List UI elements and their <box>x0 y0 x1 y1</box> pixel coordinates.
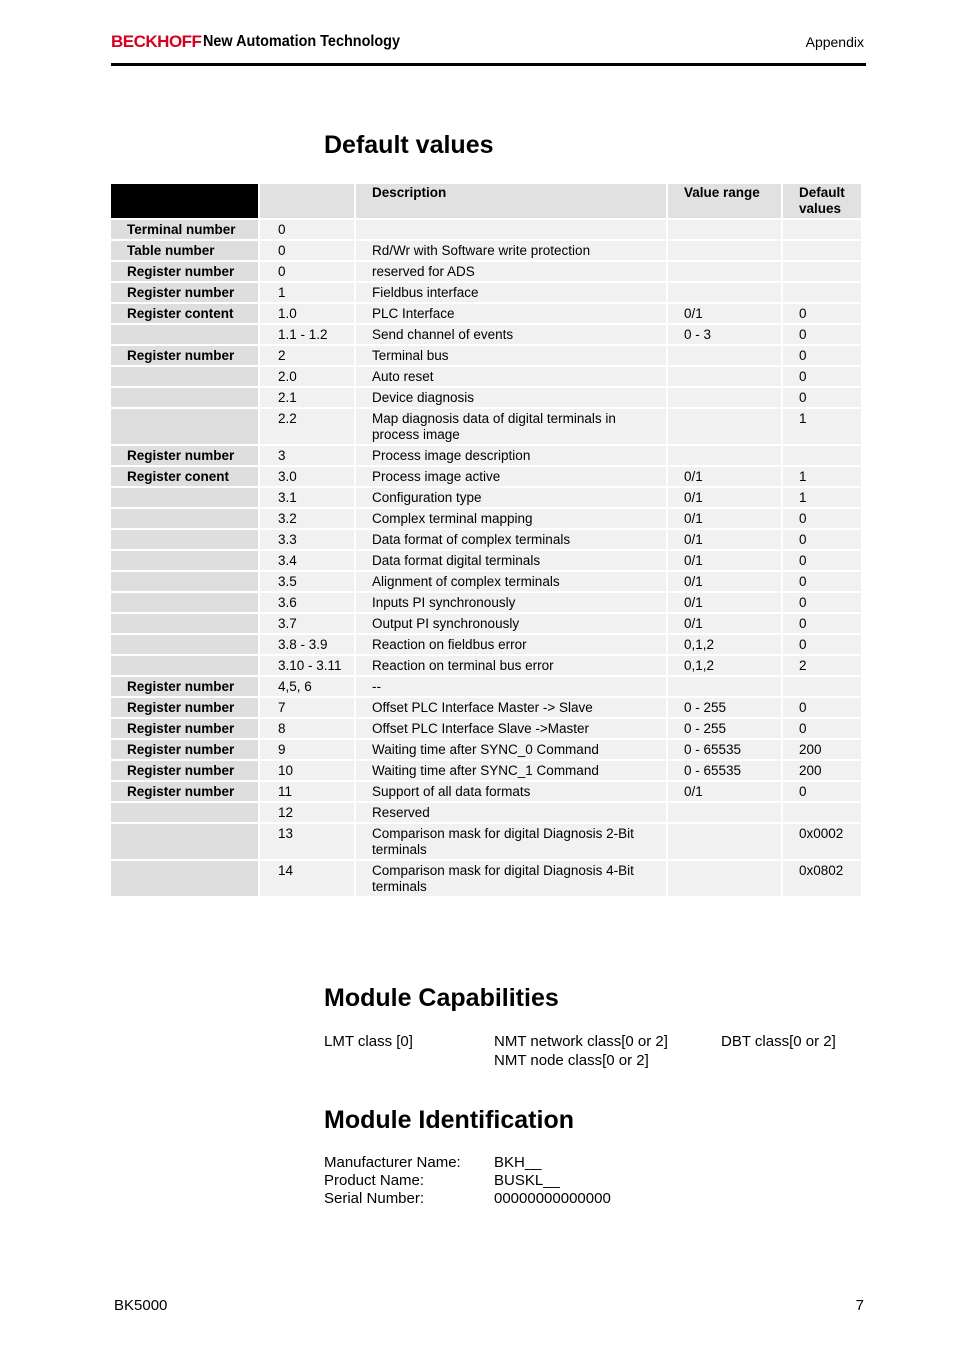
table-row <box>111 740 861 759</box>
row-description-cell: Comparison mask for digital Diagnosis 4-Bit terminals <box>356 861 666 896</box>
row-range-cell: 0 - 65535 <box>668 761 781 780</box>
table-row <box>111 530 861 549</box>
footer-page-number: 7 <box>855 1297 864 1314</box>
table-header-row <box>111 184 861 218</box>
row-range-cell: 0/1 <box>668 467 781 486</box>
row-default-cell: 1 <box>783 409 861 444</box>
row-description-cell: PLC Interface <box>356 304 666 323</box>
table-body <box>111 220 861 896</box>
row-range-cell: 0/1 <box>668 530 781 549</box>
row-default-cell: 0 <box>783 388 861 407</box>
table-row <box>111 262 861 281</box>
row-index-cell: 0 <box>260 262 354 281</box>
module-identification-heading: Module Identification <box>324 1106 574 1134</box>
table-row <box>111 761 861 780</box>
row-index-cell: 8 <box>260 719 354 738</box>
header-cell-description: Description <box>356 184 666 218</box>
table-row <box>111 325 861 344</box>
row-default-cell: 0 <box>783 782 861 801</box>
row-range-cell: 0/1 <box>668 488 781 507</box>
row-description-cell: Send channel of events <box>356 325 666 344</box>
row-index-cell: 1.0 <box>260 304 354 323</box>
row-label-cell: Register number <box>111 719 258 738</box>
row-index-cell: 2.1 <box>260 388 354 407</box>
row-default-cell: 0 <box>783 325 861 344</box>
row-range-cell: 0/1 <box>668 593 781 612</box>
row-default-cell: 0 <box>783 346 861 365</box>
row-description-cell: Terminal bus <box>356 346 666 365</box>
header-cell-index <box>260 184 354 218</box>
table-row <box>111 241 861 260</box>
row-label-cell <box>111 593 258 612</box>
row-description-cell: Data format digital terminals <box>356 551 666 570</box>
table-row <box>111 346 861 365</box>
row-label-cell: Register number <box>111 262 258 281</box>
brand-logo: BECKHOFF <box>111 32 202 51</box>
row-description-cell: Reaction on terminal bus error <box>356 656 666 675</box>
row-description-cell: reserved for ADS <box>356 262 666 281</box>
row-description-cell <box>356 220 666 239</box>
row-default-cell: 2 <box>783 656 861 675</box>
module-capabilities-heading: Module Capabilities <box>324 984 559 1012</box>
row-default-cell: 0 <box>783 572 861 591</box>
row-default-cell: 0 <box>783 593 861 612</box>
row-description-cell: Device diagnosis <box>356 388 666 407</box>
row-range-cell: 0/1 <box>668 551 781 570</box>
table-row <box>111 719 861 738</box>
row-default-cell: 0 <box>783 304 861 323</box>
row-default-cell: 0 <box>783 530 861 549</box>
row-default-cell: 0x0802 <box>783 861 861 896</box>
row-label-cell: Register content <box>111 304 258 323</box>
row-default-cell <box>783 220 861 239</box>
row-index-cell: 3.3 <box>260 530 354 549</box>
row-default-cell: 1 <box>783 467 861 486</box>
row-index-cell: 3 <box>260 446 354 465</box>
table-row <box>111 446 861 465</box>
row-label-cell: Register conent <box>111 467 258 486</box>
row-description-cell: Waiting time after SYNC_0 Command <box>356 740 666 759</box>
table-row <box>111 488 861 507</box>
row-default-cell <box>783 803 861 822</box>
table-row <box>111 698 861 717</box>
row-label-cell <box>111 509 258 528</box>
row-description-cell: Offset PLC Interface Slave ->Master <box>356 719 666 738</box>
row-range-cell: 0/1 <box>668 614 781 633</box>
row-label-cell: Table number <box>111 241 258 260</box>
row-description-cell: Alignment of complex terminals <box>356 572 666 591</box>
row-label-cell <box>111 635 258 654</box>
row-label-cell <box>111 325 258 344</box>
row-label-cell: Register number <box>111 446 258 465</box>
table-row <box>111 467 861 486</box>
nmt-network-class: NMT network class[0 or 2] <box>494 1033 668 1050</box>
row-label-cell <box>111 572 258 591</box>
table-row <box>111 304 861 323</box>
row-range-cell <box>668 824 781 859</box>
row-default-cell: 0 <box>783 635 861 654</box>
row-label-cell: Register number <box>111 740 258 759</box>
row-default-cell: 0 <box>783 551 861 570</box>
row-default-cell: 0 <box>783 367 861 386</box>
nmt-classes <box>494 1032 668 1070</box>
header-cell-blank <box>111 184 258 218</box>
dbt-class: DBT class[0 or 2] <box>721 1033 836 1050</box>
row-index-cell: 3.0 <box>260 467 354 486</box>
row-range-cell <box>668 283 781 302</box>
row-index-cell: 1.1 - 1.2 <box>260 325 354 344</box>
row-label-cell <box>111 656 258 675</box>
row-description-cell: Map diagnosis data of digital terminals in process image <box>356 409 666 444</box>
table-row <box>111 409 861 444</box>
row-range-cell: 0 - 255 <box>668 719 781 738</box>
row-index-cell: 3.4 <box>260 551 354 570</box>
row-index-cell: 0 <box>260 241 354 260</box>
row-range-cell <box>668 367 781 386</box>
table-row <box>111 861 861 896</box>
row-range-cell <box>668 803 781 822</box>
row-label-cell <box>111 409 258 444</box>
row-label-cell: Register number <box>111 761 258 780</box>
row-range-cell: 0/1 <box>668 782 781 801</box>
row-index-cell: 3.1 <box>260 488 354 507</box>
row-label-cell <box>111 614 258 633</box>
header-cell-default-values: Default values <box>783 184 861 218</box>
brand-tagline: New Automation Technology <box>203 33 401 50</box>
row-range-cell: 0/1 <box>668 572 781 591</box>
page-header <box>111 30 866 66</box>
row-label-cell <box>111 530 258 549</box>
row-range-cell <box>668 388 781 407</box>
row-default-cell <box>783 446 861 465</box>
row-description-cell: Waiting time after SYNC_1 Command <box>356 761 666 780</box>
row-description-cell: Auto reset <box>356 367 666 386</box>
row-default-cell: 1 <box>783 488 861 507</box>
row-range-cell: 0 - 65535 <box>668 740 781 759</box>
row-description-cell: Process image description <box>356 446 666 465</box>
row-index-cell: 3.10 - 3.11 <box>260 656 354 675</box>
row-index-cell: 3.8 - 3.9 <box>260 635 354 654</box>
row-description-cell: Offset PLC Interface Master -> Slave <box>356 698 666 717</box>
row-description-cell: Fieldbus interface <box>356 283 666 302</box>
product-label: Product Name: <box>324 1172 425 1189</box>
row-description-cell: Process image active <box>356 467 666 486</box>
row-index-cell: 10 <box>260 761 354 780</box>
manufacturer-label: Manufacturer Name: <box>324 1154 461 1171</box>
row-index-cell: 2.0 <box>260 367 354 386</box>
row-range-cell: 0 - 255 <box>668 698 781 717</box>
row-range-cell: 0,1,2 <box>668 656 781 675</box>
table-row <box>111 593 861 612</box>
table-row <box>111 283 861 302</box>
row-range-cell: 0,1,2 <box>668 635 781 654</box>
table-row <box>111 656 861 675</box>
serial-label: Serial Number: <box>324 1190 425 1207</box>
row-label-cell <box>111 861 258 896</box>
row-description-cell: Complex terminal mapping <box>356 509 666 528</box>
row-description-cell: Reserved <box>356 803 666 822</box>
table-row <box>111 782 861 801</box>
footer-doc-name: BK5000 <box>114 1297 168 1314</box>
row-range-cell: 0/1 <box>668 304 781 323</box>
row-range-cell <box>668 446 781 465</box>
row-index-cell: 2.2 <box>260 409 354 444</box>
row-default-cell: 200 <box>783 740 861 759</box>
row-range-cell <box>668 346 781 365</box>
table-row <box>111 803 861 822</box>
row-default-cell <box>783 677 861 696</box>
row-range-cell <box>668 409 781 444</box>
row-index-cell: 11 <box>260 782 354 801</box>
table-row <box>111 551 861 570</box>
table-row <box>111 509 861 528</box>
row-description-cell: Support of all data formats <box>356 782 666 801</box>
table-row <box>111 388 861 407</box>
row-index-cell: 12 <box>260 803 354 822</box>
row-label-cell <box>111 488 258 507</box>
row-index-cell: 4,5, 6 <box>260 677 354 696</box>
row-index-cell: 7 <box>260 698 354 717</box>
header-cell-value-range: Value range <box>668 184 781 218</box>
table-row <box>111 635 861 654</box>
row-default-cell <box>783 283 861 302</box>
row-range-cell: 0 - 3 <box>668 325 781 344</box>
row-index-cell: 3.2 <box>260 509 354 528</box>
row-description-cell: Rd/Wr with Software write protection <box>356 241 666 260</box>
row-label-cell: Register number <box>111 698 258 717</box>
row-range-cell <box>668 677 781 696</box>
row-label-cell: Terminal number <box>111 220 258 239</box>
row-default-cell: 0x0002 <box>783 824 861 859</box>
table-row <box>111 614 861 633</box>
table-row <box>111 367 861 386</box>
row-description-cell: Configuration type <box>356 488 666 507</box>
row-range-cell <box>668 861 781 896</box>
section-label: Appendix <box>805 34 864 50</box>
row-default-cell: 0 <box>783 614 861 633</box>
row-label-cell: Register number <box>111 283 258 302</box>
identification-labels <box>324 1154 461 1208</box>
row-label-cell <box>111 824 258 859</box>
default-values-table <box>109 182 863 898</box>
row-index-cell: 14 <box>260 861 354 896</box>
row-range-cell <box>668 220 781 239</box>
row-index-cell: 3.5 <box>260 572 354 591</box>
manufacturer-value: BKH__ <box>494 1154 542 1171</box>
row-label-cell <box>111 388 258 407</box>
product-value: BUSKL__ <box>494 1172 560 1189</box>
row-label-cell: Register number <box>111 346 258 365</box>
table-row <box>111 677 861 696</box>
row-label-cell: Register number <box>111 677 258 696</box>
table-row <box>111 572 861 591</box>
row-label-cell <box>111 803 258 822</box>
row-index-cell: 2 <box>260 346 354 365</box>
row-label-cell <box>111 367 258 386</box>
row-index-cell: 3.7 <box>260 614 354 633</box>
table-row <box>111 220 861 239</box>
table-row <box>111 824 861 859</box>
row-index-cell: 3.6 <box>260 593 354 612</box>
row-description-cell: Reaction on fieldbus error <box>356 635 666 654</box>
row-index-cell: 13 <box>260 824 354 859</box>
row-default-cell <box>783 241 861 260</box>
serial-value: 00000000000000 <box>494 1190 611 1207</box>
lmt-class: LMT class [0] <box>324 1033 413 1050</box>
row-label-cell: Register number <box>111 782 258 801</box>
row-index-cell: 1 <box>260 283 354 302</box>
row-default-cell: 0 <box>783 719 861 738</box>
row-default-cell <box>783 262 861 281</box>
default-values-heading: Default values <box>324 131 494 159</box>
row-description-cell: Comparison mask for digital Diagnosis 2-Bit terminals <box>356 824 666 859</box>
row-index-cell: 0 <box>260 220 354 239</box>
row-range-cell <box>668 262 781 281</box>
row-label-cell <box>111 551 258 570</box>
row-default-cell: 0 <box>783 698 861 717</box>
row-description-cell: Inputs PI synchronously <box>356 593 666 612</box>
row-description-cell: Data format of complex terminals <box>356 530 666 549</box>
row-description-cell: -- <box>356 677 666 696</box>
row-description-cell: Output PI synchronously <box>356 614 666 633</box>
nmt-node-class: NMT node class[0 or 2] <box>494 1052 649 1069</box>
row-range-cell: 0/1 <box>668 509 781 528</box>
row-default-cell: 0 <box>783 509 861 528</box>
row-index-cell: 9 <box>260 740 354 759</box>
identification-values <box>494 1154 611 1208</box>
row-range-cell <box>668 241 781 260</box>
row-default-cell: 200 <box>783 761 861 780</box>
